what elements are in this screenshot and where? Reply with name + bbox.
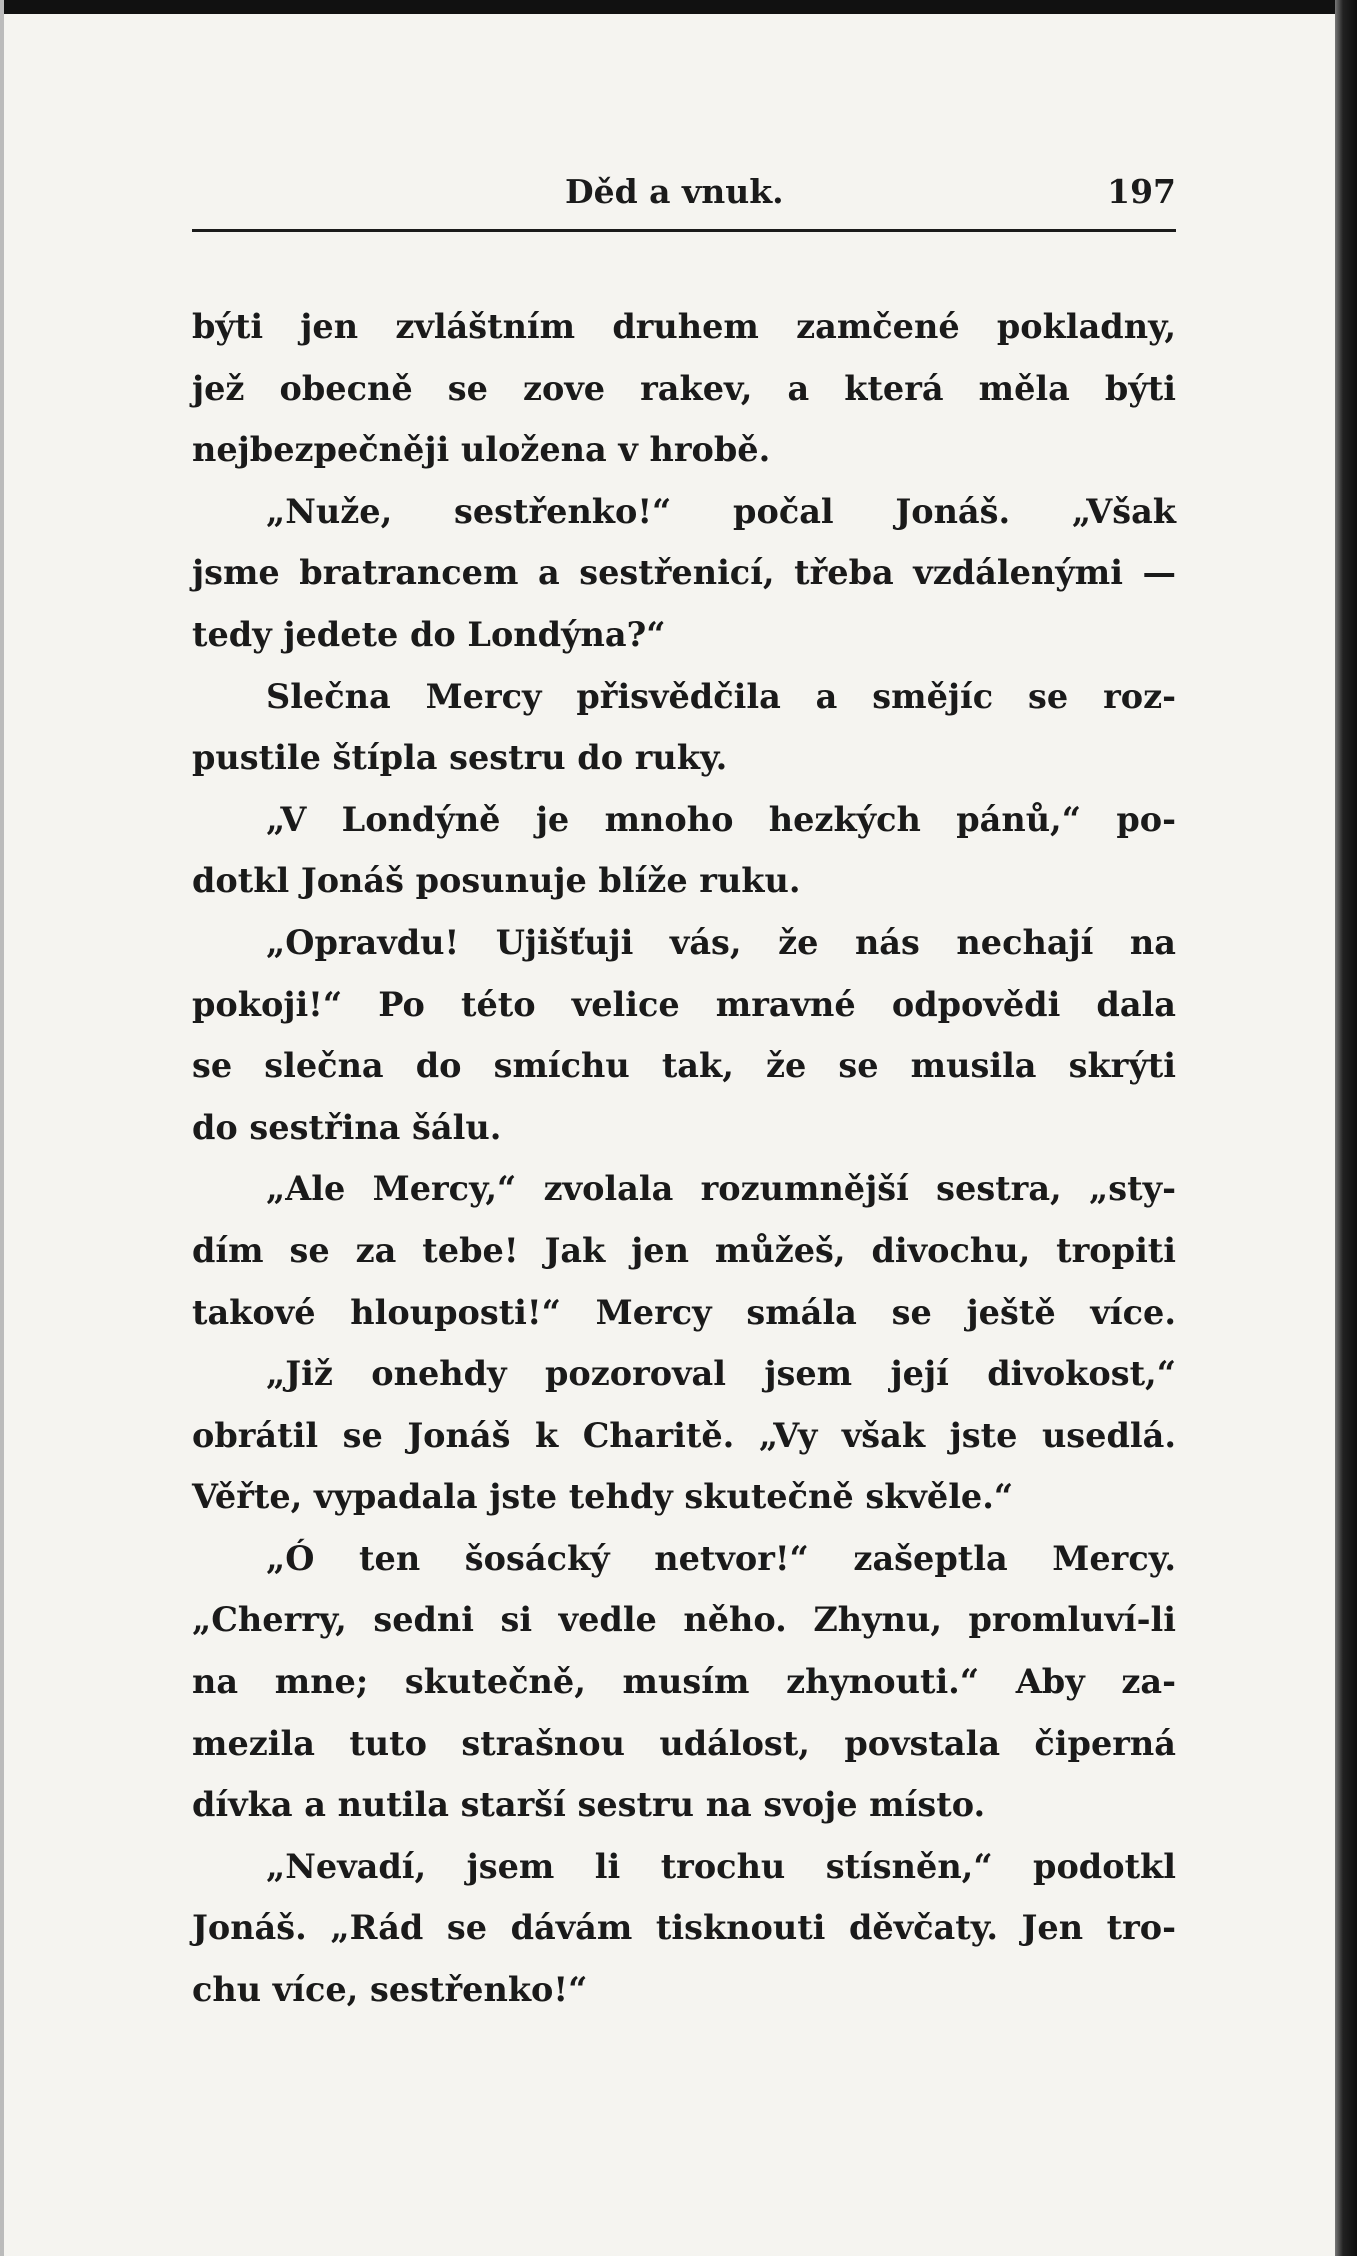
text-line: do sestřina šálu. bbox=[192, 1107, 502, 1147]
text-line: „Cherry, sedni si vedle něho. Zhynu, promluví-li bbox=[192, 1600, 1176, 1640]
text-line: jež obecně se zove rakev, a která měla býti bbox=[192, 368, 1176, 408]
text-line: obrátil se Jonáš k Charitě. „Vy však jste usedlá. bbox=[192, 1415, 1176, 1455]
page-header bbox=[192, 172, 1176, 222]
scan-edge-top bbox=[0, 0, 1357, 14]
text-line: pokoji!“ Po této velice mravné odpovědi dala bbox=[192, 984, 1176, 1024]
text-line: Slečna Mercy přisvědčila a smějíc se roz- bbox=[266, 676, 1176, 716]
text-line: jsme bratrancem a sestřenicí, třeba vzdálenými — bbox=[192, 553, 1176, 593]
text-line: pustile štípla sestru do ruky. bbox=[192, 738, 728, 778]
text-line: „Nevadí, jsem li trochu stísněn,“ podotkl bbox=[266, 1846, 1176, 1886]
text-line: „Již onehdy pozoroval jsem její divokost,“ bbox=[266, 1354, 1176, 1394]
text-line: Jonáš. „Rád se dávám tisknouti děvčaty. Jen tro- bbox=[192, 1908, 1176, 1948]
text-line: „Ale Mercy,“ zvolala rozumnější sestra, „sty- bbox=[266, 1169, 1176, 1209]
scan-edge-left bbox=[0, 0, 4, 2256]
page-number: 197 bbox=[1107, 172, 1176, 211]
text-line: chu více, sestřenko!“ bbox=[192, 1970, 588, 2010]
text-line: Věřte, vypadala jste tehdy skutečně skvěle.“ bbox=[192, 1477, 1014, 1517]
text-line: nejbezpečněji uložena v hrobě. bbox=[192, 430, 771, 470]
text-line: mezila tuto strašnou událost, povstala čiperná bbox=[192, 1723, 1176, 1763]
text-line: se slečna do smíchu tak, že se musila skrýti bbox=[192, 1046, 1176, 1086]
header-rule bbox=[192, 229, 1176, 232]
body-text bbox=[192, 296, 1176, 2021]
text-line: býti jen zvláštním druhem zamčené pokladny, bbox=[192, 307, 1176, 346]
text-line: „Ó ten šosácký netvor!“ zašeptla Mercy. bbox=[266, 1538, 1176, 1578]
text-line: dotkl Jonáš posunuje blíže ruku. bbox=[192, 861, 801, 901]
text-line: takové hlouposti!“ Mercy smála se ještě více. bbox=[192, 1292, 1176, 1332]
text-line: „Nuže, sestřenko!“ počal Jonáš. „Však bbox=[266, 491, 1176, 531]
text-line: na mne; skutečně, musím zhynouti.“ Aby za- bbox=[192, 1662, 1176, 1702]
text-line: tedy jedete do Londýna?“ bbox=[192, 614, 666, 654]
text-line: „Opravdu! Ujišťuji vás, že nás nechají na bbox=[266, 922, 1176, 962]
text-line: dívka a nutila starší sestru na svoje místo. bbox=[192, 1785, 986, 1825]
running-title: Děd a vnuk. bbox=[565, 172, 784, 211]
text-line: dím se za tebe! Jak jen můžeš, divochu, tropiti bbox=[192, 1230, 1176, 1270]
text-line: „V Londýně je mnoho hezkých pánů,“ po- bbox=[266, 799, 1176, 839]
scan-edge-right bbox=[1335, 0, 1357, 2256]
